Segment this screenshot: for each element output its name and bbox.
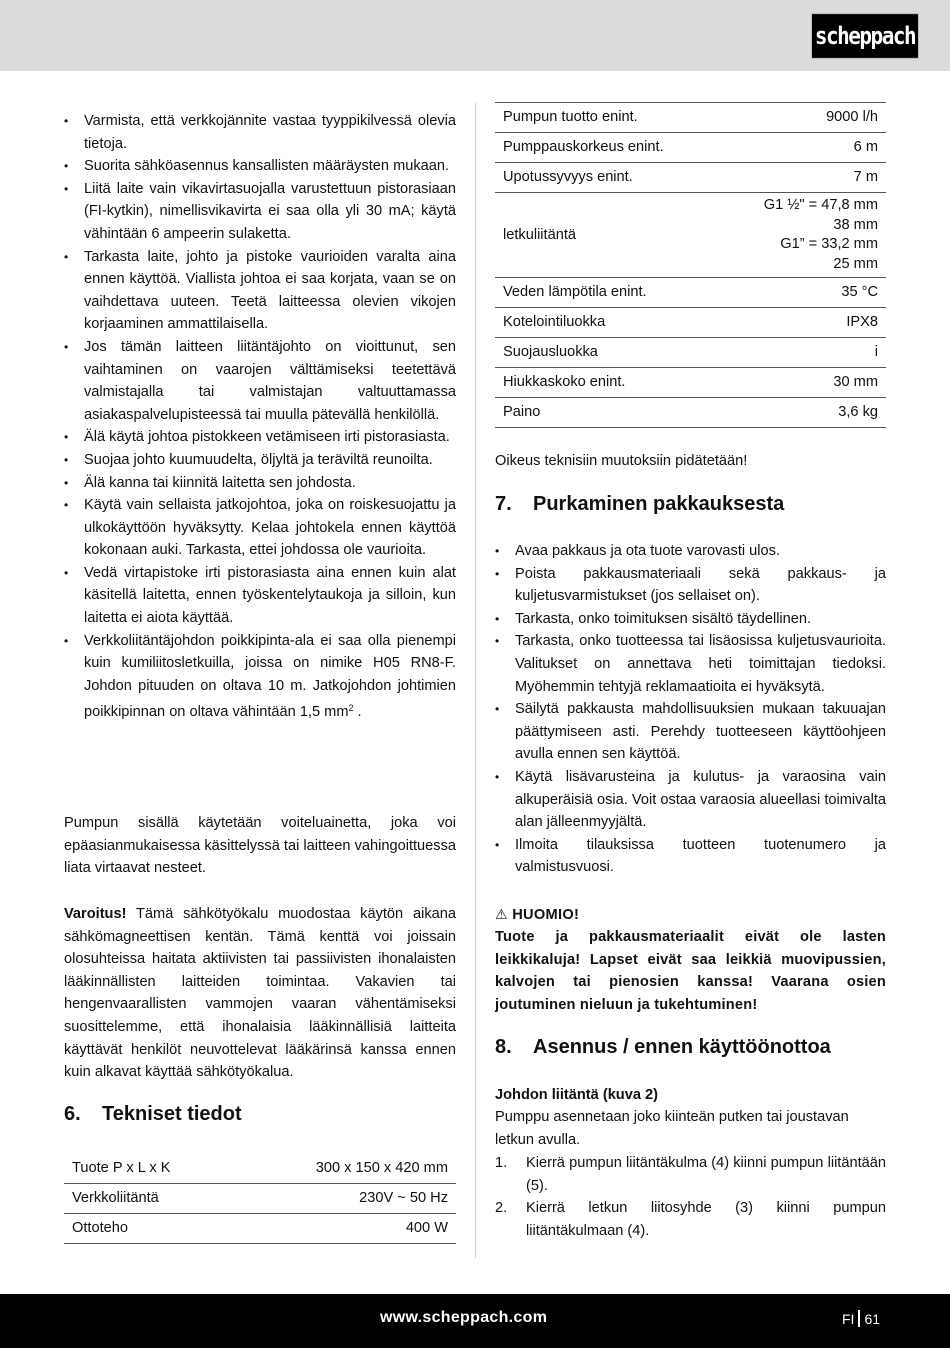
spec-value: 400 W [235, 1214, 456, 1244]
table-row [495, 338, 886, 368]
step-number: 2. [495, 1200, 508, 1217]
installation-intro: Pumppu asennetaan joko kiinteän putken tai joustavan letkun avulla. [495, 1109, 849, 1148]
scheppach-logo: scheppach [811, 13, 919, 59]
spec-label: Hiukkaskoko enint. [495, 368, 720, 398]
page-indicator [842, 1310, 880, 1327]
table-row [64, 1154, 456, 1184]
installation-steps [495, 1152, 886, 1242]
spec-label: Paino [495, 398, 720, 428]
list-item: • Säilytä pakkausta mahdollisuuksien mukaan takuuajan päättymiseen asti. Perehdy tuotteeseen käyttöohjeen avulla ennen sen käyttöä. [495, 698, 886, 766]
hose-size: 38 mm [833, 216, 878, 233]
cable-connection-subheading: Johdon liitäntä (kuva 2) [495, 1087, 658, 1103]
list-item: • Suorita sähköasennus kansallisten määräysten mukaan. [64, 155, 456, 178]
language-code: FI [842, 1311, 855, 1327]
list-item [64, 630, 456, 724]
list-item: • Vedä virtapistoke irti pistorasiasta aina ennen kuin alat käsitellä laitetta, ennen työskentelytaukoja ja silloin, kun laitetta ei aiota käyttää. [64, 562, 456, 630]
attention-heading [495, 903, 886, 926]
column-divider [475, 103, 476, 1258]
period: . [353, 704, 362, 721]
spec-label: Tuote P x L x K [64, 1154, 235, 1184]
spec-value: 3,6 kg [720, 398, 886, 428]
spec-value: 230V ~ 50 Hz [235, 1184, 456, 1214]
attention-label: HUOMIO! [512, 907, 580, 923]
superscript: 2 [348, 703, 354, 714]
warning-text: Tämä sähkötyökalu muodostaa käytön aikana sähkömagneettisen kentän. Tämä kenttä voi joissain olosuhteissa haitata aktiivisten tai passiivisten ihonalaisten lääkinnällisten laitteiden toimintaa. Vakavien tai hengenvaarallisten vammojen vaaran vähentämiseksi suosittelemme, että ihonalaisia lääkinnällisiä laitteita käyttävät henkilöt neuvottelevat lääkärinsä kanssa ennen kuin alkavat käyttää sähkötyökalua. [64, 906, 456, 1081]
page-number: 61 [864, 1311, 881, 1327]
spec-value: i [720, 338, 886, 368]
hose-size: G1 ½" = 47,8 mm [763, 197, 878, 213]
spec-value-multiline [720, 193, 886, 278]
list-item: • Tarkasta, onko toimituksen sisältö täydellinen. [495, 608, 886, 631]
spec-label: Kotelointiluokka [495, 308, 720, 338]
section-7-heading [495, 493, 886, 516]
technical-changes-note: Oikeus teknisiin muutoksiin pidätetään! [495, 453, 748, 469]
spec-value: 300 x 150 x 420 mm [235, 1154, 456, 1184]
technical-data-table [64, 1154, 456, 1244]
spec-label: Suojausluokka [495, 338, 720, 368]
attention-text: Tuote ja pakkausmateriaalit eivät ole lasten leikkikaluja! Lapset eivät saa leikkiä muovipussien, kalvojen tai pienosien kanssa! Vaarana osien joutuminen nieluun ja tukehtuminen! [495, 929, 886, 1013]
footer-bar [0, 1294, 950, 1348]
list-item: • Liitä laite vain vikavirtasuojalla varustettuun pistorasiaan (FI-kytkin), nimellisvikavirta ei saa olla yli 30 mA; käytä vähintään 6 ampeerin sulaketta. [64, 178, 456, 246]
spec-value: 30 mm [720, 368, 886, 398]
spec-value: 9000 l/h [720, 103, 886, 133]
list-item: • Käytä vain sellaista jatkojohtoa, joka on roiskesuojattu ja ulkokäyttöön hyväksytty. Kelaa johtokela ennen käyttöä kokonaan auki. Tarkasta, ettei johdossa ole vaurioita. [64, 494, 456, 562]
step-number: 1. [495, 1155, 508, 1171]
spec-label: Ottoteho [64, 1214, 235, 1244]
list-item: • Avaa pakkaus ja ota tuote varovasti ulos. [495, 540, 886, 563]
list-item: • Ilmoita tilauksissa tuotteen tuotenumero ja valmistusvuosi. [495, 834, 886, 879]
emf-warning-paragraph [64, 903, 456, 1084]
list-item: • Varmista, että verkkojännite vastaa tyyppikilvessä olevia tietoja. [64, 110, 456, 155]
safety-bullet-list [64, 110, 456, 724]
table-row [64, 1184, 456, 1214]
list-item: • Älä käytä johtoa pistokkeen vetämiseen irti pistorasiasta. [64, 426, 456, 449]
list-item: • Suojaa johto kuumuudelta, öljyltä ja teräviltä reunoilta. [64, 449, 456, 472]
list-item: • Käytä lisävarusteina ja kulutus- ja varaosina vain alkuperäisiä osia. Voit ostaa varaosia alueellasi toimivalta alan jälleenmyyjältä. [495, 766, 886, 834]
table-row [495, 308, 886, 338]
step-text: Kierrä letkun liitosyhde (3) kiinni pumpun liitäntäkulmaan (4). [526, 1200, 886, 1239]
section-6-heading [64, 1103, 456, 1126]
section-title: Tekniset tiedot [102, 1103, 242, 1125]
table-row [495, 133, 886, 163]
header-bar [0, 0, 950, 71]
table-row [495, 103, 886, 133]
table-row [64, 1214, 456, 1244]
step-text: Kierrä pumpun liitäntäkulma (4) kiinni pumpun liitäntään (5). [526, 1155, 886, 1194]
table-row [495, 368, 886, 398]
section-8-heading [495, 1036, 886, 1059]
unpacking-bullet-list [495, 540, 886, 879]
section-number: 8. [495, 1036, 512, 1058]
spec-label: Upotussyvyys enint. [495, 163, 720, 193]
table-row [495, 278, 886, 308]
warning-triangle-icon: ⚠ [495, 906, 508, 922]
cable-cross-section-text: Verkkoliitäntäjohdon poikkipinta-ala ei saa olla pienempi kuin kumiliitosletkuilla, joissa on nimike H05 RN8-F. Johdon pituuden on oltava 10 m. Jatkojohdon johtimien poikkipinnan on oltava vähintään 1,5 mm [84, 632, 456, 721]
table-row [495, 163, 886, 193]
spec-label: letkuliitäntä [495, 193, 720, 278]
spec-value: 6 m [720, 133, 886, 163]
table-row [495, 193, 886, 278]
technical-data-table-continued [495, 102, 886, 428]
website-link[interactable]: www.scheppach.com [380, 1309, 548, 1326]
lubricant-note: Pumpun sisällä käytetään voiteluainetta, joka voi epäasianmukaisessa käsittelyssä tai laitteen vahingoittuessa liata virtaavat nesteet. [64, 815, 456, 877]
spec-value: 35 °C [720, 278, 886, 308]
separator [858, 1310, 860, 1327]
list-item [495, 1152, 886, 1197]
spec-label: Pumppauskorkeus enint. [495, 133, 720, 163]
spec-label: Verkkoliitäntä [64, 1184, 235, 1214]
spec-label: Veden lämpötila enint. [495, 278, 720, 308]
list-item: • Poista pakkausmateriaali sekä pakkaus- ja kuljetusvarmistukset (jos sellaiset on). [495, 563, 886, 608]
list-item: • Jos tämän laitteen liitäntäjohto on vioittunut, sen vaihtaminen on vaarojen välttämiseksi teetettävä valmistajalla tai valmistajan valtuuttamassa asiakaspalvelupisteessä tai muulla pätevällä henkilöllä. [64, 336, 456, 426]
spec-value: 7 m [720, 163, 886, 193]
section-number: 7. [495, 493, 512, 515]
spec-value: IPX8 [720, 308, 886, 338]
warning-label: Varoitus! [64, 906, 127, 922]
table-row [495, 398, 886, 428]
hose-size: 25 mm [833, 255, 878, 272]
hose-size: G1” = 33,2 mm [780, 236, 878, 252]
list-item: • Tarkasta, onko tuotteessa tai lisäosissa kuljetusvaurioita. Valitukset on annettava heti toimittajan tiedoksi. Myöhemmin tehtyjä reklamaatioita ei hyväksytä. [495, 630, 886, 698]
section-title: Asennus / ennen käyttöönottoa [533, 1036, 831, 1058]
list-item [495, 1197, 886, 1242]
list-item: • Älä kanna tai kiinnitä laitetta sen johdosta. [64, 472, 456, 495]
section-number: 6. [64, 1103, 81, 1125]
list-item: • Tarkasta laite, johto ja pistoke vaurioiden varalta aina ennen käyttöä. Viallista johtoa ei saa korjata, vaan se on vaihdettava uuteen. Teetä laitteessa olevien vikojen korjaaminen ammattilaisella. [64, 246, 456, 336]
section-title: Purkaminen pakkauksesta [533, 493, 785, 515]
spec-label: Pumpun tuotto enint. [495, 103, 720, 133]
